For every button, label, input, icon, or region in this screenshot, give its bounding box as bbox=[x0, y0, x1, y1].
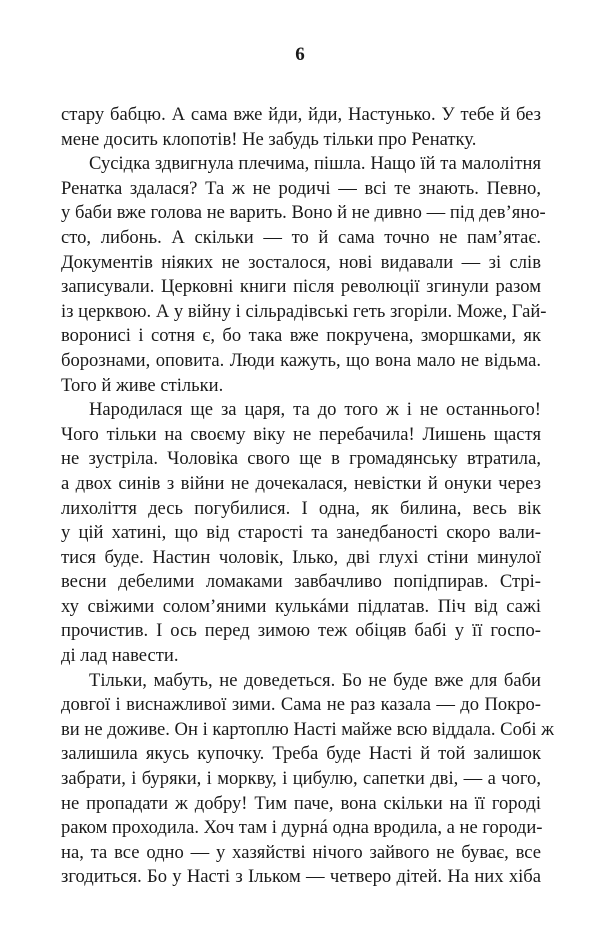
text-line: Тільки, мабуть, не доведеться. Бо не буде вже для баби bbox=[89, 669, 541, 691]
text-line: довгої і виснажливої зими. Сама не раз казала — до Покро- bbox=[61, 694, 541, 716]
text-line: із церквою. А у війну і сільрадівські геть згоріли. Може, Гай- bbox=[61, 300, 547, 322]
paragraph bbox=[61, 398, 541, 669]
text-line: Сусідка здвигнула плечима, пішла. Нащо їй та малолітня bbox=[89, 153, 541, 175]
paragraph bbox=[61, 669, 554, 890]
text-line: мене досить клопотів! Не забудь тільки про Ренатку. bbox=[61, 128, 477, 150]
text-line: у баби вже голова не варить. Воно й не дивно — під дев’яно- bbox=[61, 202, 546, 224]
paragraph bbox=[61, 103, 541, 152]
paragraph bbox=[61, 152, 547, 398]
text-line: ху свіжими солом’яними кулькáми підлатав. Піч від сажі bbox=[61, 595, 541, 617]
text-line: Документів ніяких не зосталося, нові видавали — зі слів bbox=[61, 251, 541, 273]
text-line: тися буде. Настин чоловік, Ілько, дві глухі стіни минулої bbox=[61, 546, 541, 568]
text-line: на, та все одно — у хазяйстві нічого зайвого не буває, все bbox=[61, 841, 541, 863]
text-line: залишила якусь купочку. Треба буде Насті й той залишок bbox=[61, 743, 541, 765]
text-line: прочистив. І ось перед зимою теж обіцяв бабі у її госпо- bbox=[61, 620, 541, 642]
text-line: забрати, і буряки, і моркву, і цибулю, сапетки дві, — а чого, bbox=[61, 768, 541, 790]
text-line: ви не доживе. Он і картоплю Насті майже всю віддала. Собі ж bbox=[61, 718, 554, 740]
text-line: записували. Церковні книги після революції згинули разом bbox=[61, 276, 541, 298]
text-line: стару бабцю. А сама вже йди, йди, Настунько. У тебе й без bbox=[61, 104, 541, 125]
text-line: ді лад навести. bbox=[61, 645, 179, 667]
text-line: борознами, оповита. Люди кажуть, що вона мало не відьма. bbox=[61, 349, 541, 371]
text-line: не пропадати ж добру! Тим паче, вона скільки на її городі bbox=[61, 792, 541, 814]
text-line: не зустріла. Чоловіка свого ще в громадянську втратила, bbox=[61, 448, 541, 470]
text-line: Того й живе стільки. bbox=[61, 374, 224, 396]
page-number: 6 bbox=[295, 44, 305, 65]
text-line: у цій хатині, що від старості та занедбаності скоро вали- bbox=[61, 522, 541, 544]
text-line: а двох синів з війни не дочекалася, невістки й онуки через bbox=[61, 472, 541, 494]
text-line: воронисі і сотня є, бо така вже покручена, зморшками, як bbox=[61, 325, 541, 347]
text-line: раком проходила. Хоч там і дурнá одна вродила, а не городи- bbox=[61, 817, 543, 839]
text-line: Ренатка здалася? Та ж не родичі — всі те знають. Певно, bbox=[61, 177, 541, 199]
text-line: згодиться. Бо у Насті з Ільком — четверо дітей. На них хіба bbox=[61, 866, 541, 888]
text-line: весни дебелими ломаками завбачливо попідпирав. Стрі- bbox=[61, 571, 541, 593]
text-line: Чого тільки на своєму віку не перебачила! Лишень щастя bbox=[61, 423, 541, 445]
text-line: сто, либонь. А скільки — то й сама точно не пам’ятає. bbox=[61, 226, 541, 248]
text-line: Народилася ще за царя, та до того ж і не останнього! bbox=[89, 399, 541, 421]
text-line: лихоліття десь погубилися. І одна, як билина, весь вік bbox=[61, 497, 541, 519]
body-text bbox=[61, 103, 554, 890]
